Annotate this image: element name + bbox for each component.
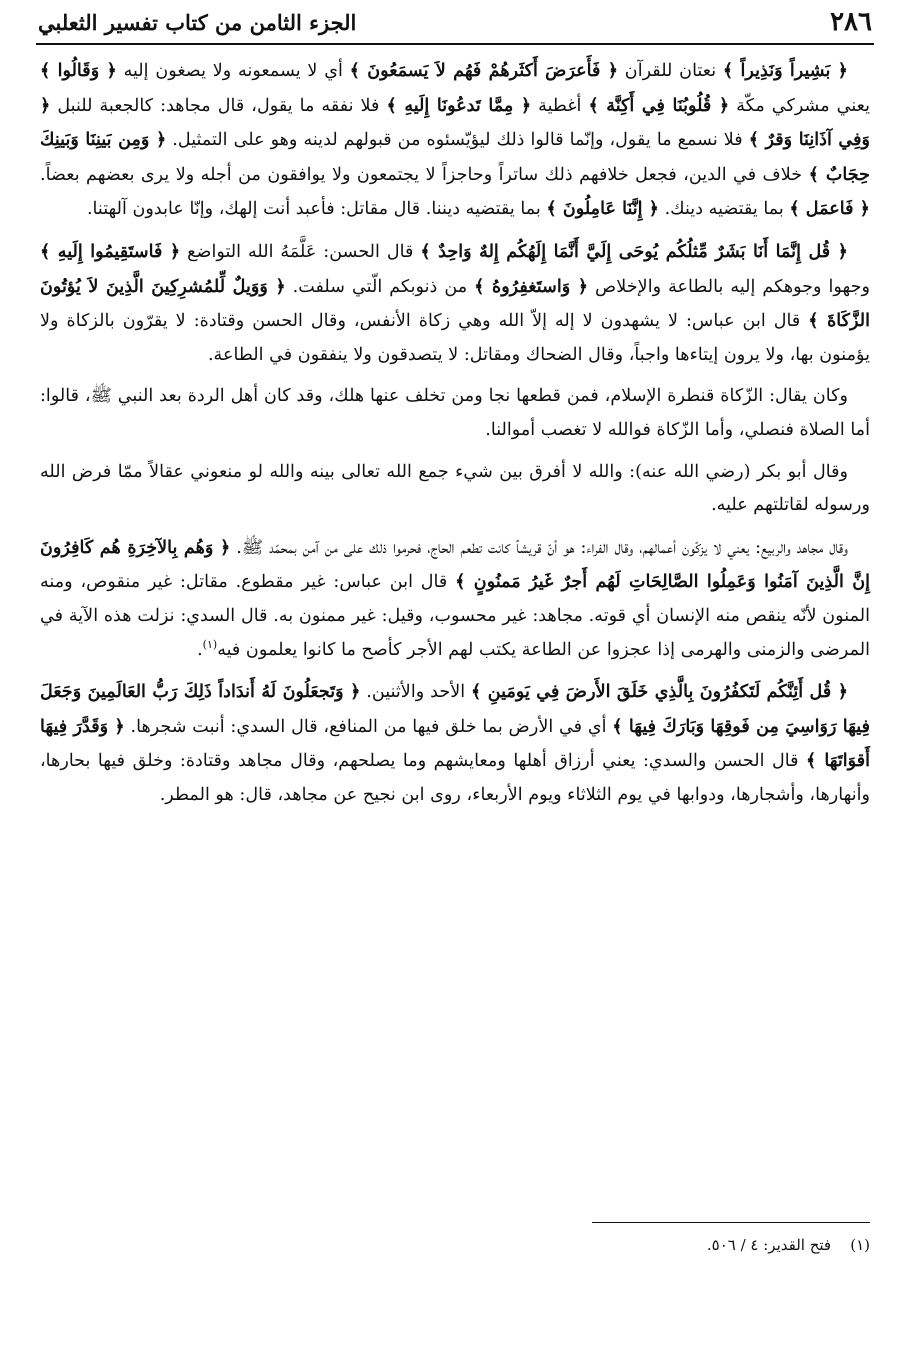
quran-verse: ﴿ وَوَيلٌ لِّلمُشرِكِينَ الَّذِينَ لاَ يُؤتُونَ الزَّكَاةَ ﴾ [40,275,870,332]
quran-verse: ﴿ وَفِي آذَانِنَا وَقرٌ ﴾ [40,94,870,151]
quran-verse: ﴿ قُل أَئِنَّكُم لَتَكفُرُونَ بِالَّذِي خَلَقَ الأَرضَ فِي يَومَينِ ﴾ [471,681,849,703]
commentary-text: بما يقتضيه ديننا. قال مقاتل: فأعبد أنت إلهك، وإنّا عابدون آلهتنا. [86,199,547,220]
commentary-text: من ذنوبكم الّتي سلفت. [285,276,475,297]
footnote [40,1233,870,1257]
commentary-text: . [197,639,203,660]
commentary-text: أي في الأرض بما خلق فيها من المنافع، قال السدي: أنبت شجرها. [124,716,613,737]
commentary-text: أي لا يسمعونه ولا يصغون إليه [116,61,350,81]
commentary-text: قال الحسن: عَلَّمَهُ الله التواضع [180,241,421,262]
commentary-text: يعني مشركي مكّة [729,95,871,116]
quran-verse: ﴿ وَاستَغفِرُوهُ ﴾ [474,275,589,297]
paragraph [40,531,870,667]
footnote-text: فتح القدير: ٤ / ٥٠٦. [706,1236,832,1254]
running-title: الجزء الثامن من كتاب تفسير الثعلبي [38,9,357,35]
commentary-text: فلا نفقه ما يقول، قال مجاهد: كالجعبة للنبل [50,95,387,116]
quran-verse: ﴿ وَمِن بَينِنَا وَبَينِكَ حِجَابٌ ﴾ [40,129,871,185]
commentary-text: بما يقتضيه دينك. [658,199,790,220]
header-rule [36,43,874,45]
paragraph [40,380,870,447]
commentary-text: وجهوا وجوهكم إليه بالطاعة والإخلاص [588,276,871,297]
paragraph [40,456,870,523]
quran-verse: ﴿ وَهُم بِالآخِرَةِ هُم كَافِرُونَ إِنَّ الَّذِينَ آمَنُوا وَعَمِلُوا الصَّالِحَاتِ لَهُم أَجرٌ غَيرُ مَمنُونٍ ﴾ [40,536,870,593]
commentary-text: خلاف في الدين، فجعل خلافهم ذلك ساتراً وحاجزاً لا يجتمعون ولا يوافقون من أجله ولا يرى بعضهم بعضاً. [40,164,809,185]
body-text [40,54,870,820]
quran-verse: ﴿ قُلُوبُنَا فِي أَكِنَّة ﴾ [588,94,730,116]
quran-verse: ﴿ فَاعمَل ﴾ [789,198,870,220]
quran-verse: ﴿ وَقَدَّرَ فِيهَا أَقوَاتَهَا ﴾ [40,715,870,772]
quran-verse: ﴿ وَتَجعَلُونَ لَهُ أَندَاداً ذَلِكَ رَبُّ العَالَمِينَ وَجَعَلَ فِيهَا رَوَاسِيَ مِن فَوقِهَا وَبَارَكَ فِيهَا ﴾ [40,681,870,737]
quran-verse: ﴿ إِنَّنَا عَامِلُونَ ﴾ [546,198,659,220]
page-number: ٢٨٦ [830,7,872,37]
quran-verse: ﴿ بَشِيراً وَنَذِيراً ﴾ [722,60,848,81]
commentary-text: وقال مجاهد والربيع: يعني لا يزكّون أعمالهم، وقال الفراء: هو أنّ قريشاً كانت تطعم الحاج، فحرموا ذلك على من آمن بمحمّد ﷺ. [230,537,848,558]
footnote-reference: (١) [202,637,218,651]
commentary-text: قال ابن عباس: لا يشهدون لا إله إلاّ الله وهي زكاة الأنفس، وقال الحسن وقتادة: لا يقرّون بالزكاة ولا يؤمنون بها، ولا يرون إيتاءها واجباً، وقال الضحاك ومقاتل: لا يتصدقون ولا ينفقون في الطاعة. [40,311,870,365]
commentary-text: أغطية [531,95,589,116]
commentary-text: قال ابن عباس: غير مقطوع. مقاتل: غير منقوص، ومنه المنون لأنّه ينقص منه الإنسان أي قوته. مجاهد: غير محسوب، وقيل: غير ممنون به. قال السدي: نزلت هذه الآية في المرضى والزمنى والهرمى إذا عجزوا عن الطاعة يكتب لهم الأجر كأصح ما كانوا يعلمون فيه [40,572,870,660]
footnote-rule [592,1222,870,1223]
page-header [38,4,872,40]
quran-verse: ﴿ وَقَالُوا ﴾ [40,60,117,81]
paragraph [40,54,870,227]
quran-verse: ﴿ فَاستَقِيمُوا إِلَيهِ ﴾ [40,240,181,262]
quran-verse: ﴿ مِمَّا تَدعُونَا إِلَيهِ ﴾ [386,94,532,116]
paragraph [40,675,870,812]
quran-verse: ﴿ فَأَعرَضَ أَكثَرهُمْ فَهُم لاَ يَسمَعُونَ ﴾ [349,60,619,81]
commentary-text: الأحد والأثنين. [360,682,472,703]
footnote-marker: (١) [850,1236,870,1254]
quran-verse: ﴿ قُل إِنَّمَا أَنَا بَشَرٌ مِّثلُكُم يُوحَى إِلَيَّ أَنَّمَا إِلَهُكُم إِلهٌ وَاحِدٌ ﴾ [420,240,848,262]
commentary-text: وقال أبو بكر (رضي الله عنه): والله لا أفرق بين شيء جمع الله تعالى بينه والله لو منعوني عقالاً ممّا فرض الله ورسوله لقاتلتهم عليه. [40,461,870,516]
commentary-text: فلا نسمع ما يقول، وإنّما قالوا ذلك ليؤيّسئوه من قبولهم لدينه وهو على التمثيل. [166,130,749,151]
paragraph [40,235,870,372]
commentary-text: نعتان للقرآن [618,61,723,81]
commentary-text: وكان يقال: الزّكاة قنطرة الإسلام، فمن قطعها نجا ومن تخلف عنها هلك، وقد كان أهل الردة بعد النبي ﷺ، قالوا: أما الصلاة فنصلي، وأما الزّكاة فوالله لا تغصب أموالنا. [40,386,870,440]
commentary-text: قال الحسن والسدي: يعني أرزاق أهلها ومعايشهم وما يصلحهم، وقال مجاهد وقتادة: وخلق فيها بحارها، وأنهارها، وأشجارها، ودوابها في يوم الثلاثاء ويوم الأربعاء، روى ابن نجيح عن مجاهد، قال: هو المطر. [40,751,870,805]
